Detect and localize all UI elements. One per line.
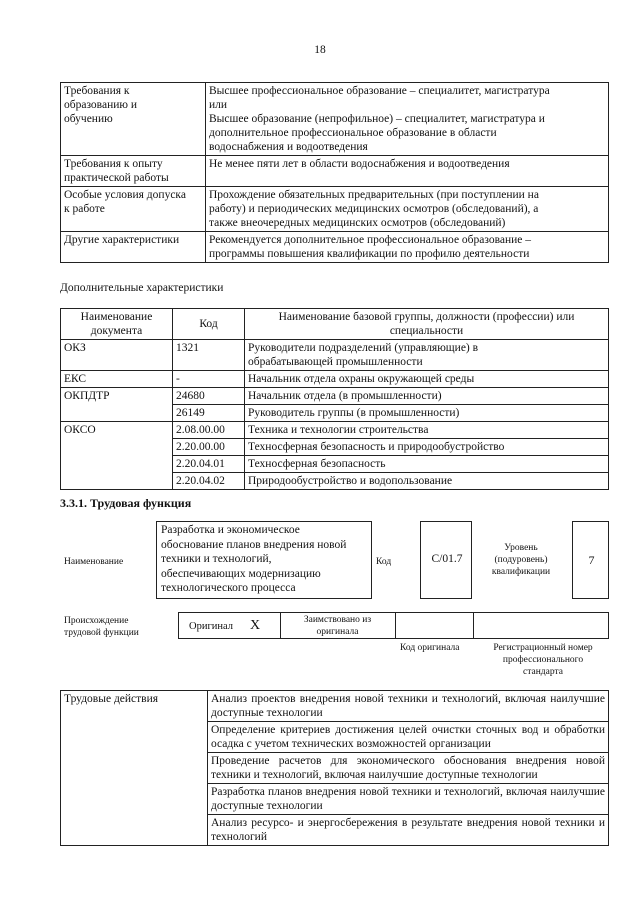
- cell-code: 2.08.00.00: [173, 422, 245, 439]
- table-row: [61, 388, 609, 405]
- action-item: Анализ проектов внедрения новой техники и технологий, включая наилучшие доступные технологии: [208, 691, 609, 722]
- cell-name: Руководитель группы (в промышленности): [245, 405, 609, 422]
- header-code: Код: [173, 309, 245, 340]
- cell-code: 2.20.04.01: [173, 456, 245, 473]
- divider: [395, 613, 396, 638]
- orig-code-label: Код оригинала: [400, 643, 460, 653]
- table-row: [61, 371, 609, 388]
- table-row: [61, 83, 609, 156]
- req-label: Другие характеристики: [61, 232, 206, 263]
- original-label: Оригинал: [189, 621, 233, 632]
- level-box: [572, 521, 609, 599]
- action-item: Анализ ресурсо- и энергосбережения в результате внедрения новой техники и технологий: [208, 815, 609, 846]
- table-row: [61, 156, 609, 187]
- action-item: Разработка планов внедрения новой техники и технологий, включая наилучшие доступные технологии: [208, 784, 609, 815]
- cell-name: Техносферная безопасность и природообустройство: [245, 439, 609, 456]
- requirements-table: [60, 82, 609, 263]
- cell-name: Начальник отдела охраны окружающей среды: [245, 371, 609, 388]
- table-row: [61, 187, 609, 232]
- function-name-box: [156, 521, 372, 599]
- code-box: [420, 521, 472, 599]
- cell-code: 24680: [173, 388, 245, 405]
- req-label: Требования к опыту практической работы: [61, 156, 206, 187]
- additional-table: [60, 308, 609, 490]
- table-row: [61, 691, 609, 722]
- origin-box: [178, 612, 609, 639]
- table-row: [61, 422, 609, 439]
- cell-code: 26149: [173, 405, 245, 422]
- divider: [473, 613, 474, 638]
- cell-name: Природообустройство и водопользование: [245, 473, 609, 490]
- reg-number-label: Регистрационный номер профессионального стандарта: [493, 643, 593, 677]
- req-label: Особые условия допуска к работе: [61, 187, 206, 232]
- cell-code: 1321: [173, 340, 245, 371]
- cell-name: Техносферная безопасность: [245, 456, 609, 473]
- page-number: 18: [314, 44, 326, 56]
- header-doc: Наименование документа: [61, 309, 173, 340]
- req-value: Высшее профессиональное образование – специалитет, магистратура или Высшее образование (непрофильное) – специалитет, магистратура и дополнительное профессиональное образование в области водоснабжения и водоотведения: [206, 83, 609, 156]
- table-header-row: [61, 309, 609, 340]
- cell-doc: ОКСО: [61, 422, 173, 490]
- table-row: [61, 340, 609, 371]
- req-value: Не менее пяти лет в области водоснабжения и водоотведения: [206, 156, 609, 187]
- cell-name: Техника и технологии строительства: [245, 422, 609, 439]
- code-label: Код: [376, 557, 392, 567]
- req-label: Требования к образованию и обучению: [61, 83, 206, 156]
- code-value: C/01.7: [431, 553, 463, 565]
- cell-doc: ЕКС: [61, 371, 173, 388]
- cell-name: Руководители подразделений (управляющие) в обрабатывающей промышленности: [245, 340, 609, 371]
- borrowed-label: Заимствовано из оригинала: [303, 615, 372, 637]
- cell-code: 2.20.04.02: [173, 473, 245, 490]
- table-row: [61, 232, 609, 263]
- action-item: Проведение расчетов для экономического обоснования внедрения новой техники и технологий, включая наилучшие доступные технологии: [208, 753, 609, 784]
- cell-doc: ОКПДТР: [61, 388, 173, 422]
- function-name-label: Наименование: [64, 557, 124, 567]
- req-value: Рекомендуется дополнительное профессиональное образование – программы повышения квалификации по профилю деятельности: [206, 232, 609, 263]
- additional-title: Дополнительные характеристики: [60, 282, 224, 294]
- cell-code: 2.20.00.00: [173, 439, 245, 456]
- function-name-value: Разработка и экономическое обоснование планов внедрения новой техники и технологий, обеспечивающих модернизацию технологического процесса: [161, 524, 347, 594]
- origin-label: Происхождение трудовой функции: [64, 616, 139, 638]
- level-value: 7: [588, 553, 595, 567]
- req-value: Прохождение обязательных предварительных (при поступлении на работу) и периодических медицинских осмотров (обследований), а также внеочередных медицинских осмотров (обследований): [206, 187, 609, 232]
- cell-doc: ОКЗ: [61, 340, 173, 371]
- function-title: 3.3.1. Трудовая функция: [60, 496, 192, 510]
- header-name: Наименование базовой группы, должности (профессии) или специальности: [245, 309, 609, 340]
- actions-table: [60, 690, 609, 846]
- action-item: Определение критериев достижения целей очистки сточных вод и обработки осадка с учетом технических возможностей организации: [208, 722, 609, 753]
- original-mark: X: [250, 618, 261, 633]
- level-label: Уровень (подуровень) квалификации: [491, 543, 551, 577]
- cell-name: Начальник отдела (в промышленности): [245, 388, 609, 405]
- actions-label: Трудовые действия: [61, 691, 208, 846]
- cell-code: -: [173, 371, 245, 388]
